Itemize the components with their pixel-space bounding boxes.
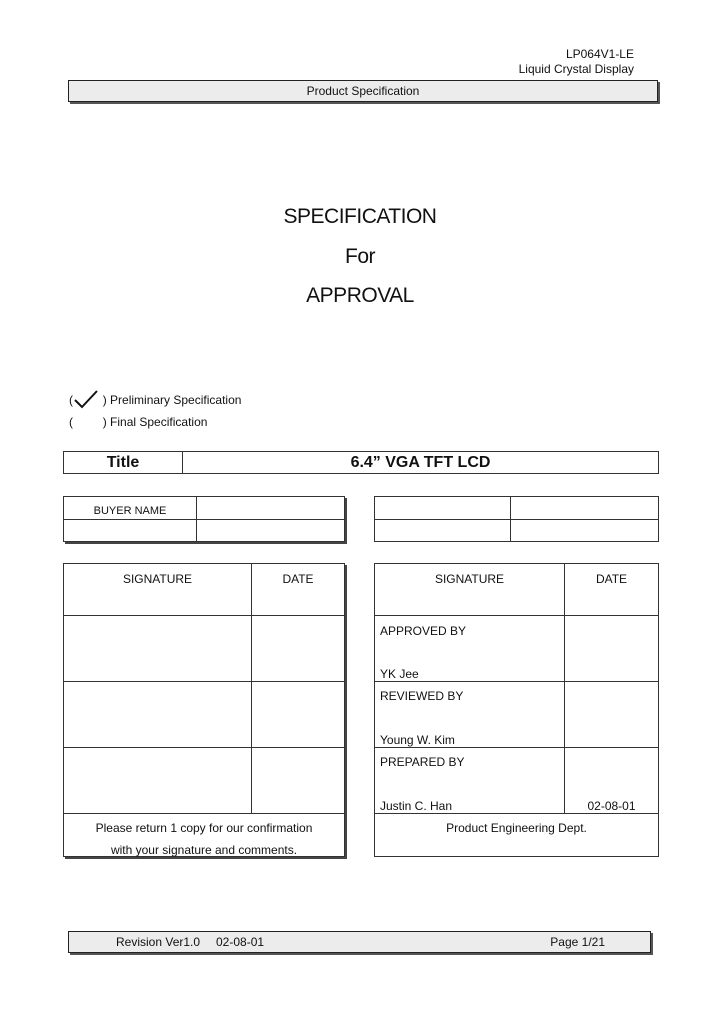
reviewed-by-name: Young W. Kim (380, 733, 455, 747)
buyer-name-field[interactable] (197, 497, 344, 519)
date-header: DATE (282, 572, 314, 586)
heading-for: For (345, 245, 375, 268)
close-paren: ) (102, 393, 107, 407)
date-field[interactable] (252, 616, 344, 681)
date-header: DATE (595, 572, 628, 586)
prepared-by-label: PREPARED BY (380, 755, 465, 769)
prepared-by-name: Justin C. Han (380, 799, 453, 813)
buyer-extra-label-cell (64, 520, 196, 541)
revision-label: Revision Ver1.0 (116, 935, 201, 949)
heading-approval: APPROVAL (306, 284, 414, 307)
footer-bar (68, 931, 651, 953)
signature-field[interactable] (64, 748, 251, 813)
title-row (63, 451, 659, 474)
title-value: 6.4” VGA TFT LCD (350, 454, 491, 471)
department: Product Engineering Dept. (446, 821, 587, 835)
checkmark-icon (73, 389, 99, 409)
final-option[interactable] (69, 415, 207, 429)
signature-field[interactable] (64, 616, 251, 681)
title-label: Title (106, 454, 140, 471)
approval-signature-table (374, 563, 659, 857)
supplier-table (374, 496, 659, 542)
prepared-date: 02-08-01 (587, 799, 636, 813)
date-field[interactable] (252, 682, 344, 747)
open-paren: ( (69, 415, 73, 429)
close-paren: ) (102, 415, 107, 429)
buyer-extra-field[interactable] (197, 520, 344, 541)
final-label: Final Specification (110, 415, 208, 429)
return-note-line2: with your signature and comments. (110, 843, 298, 857)
signature-field[interactable] (64, 682, 251, 747)
approved-by-name: YK Jee (380, 667, 419, 681)
return-note-line1: Please return 1 copy for our confirmation (95, 821, 313, 835)
preliminary-label: Preliminary Specification (110, 393, 242, 407)
page-number: Page 1/21 (550, 935, 605, 949)
reviewed-by-label: REVIEWED BY (380, 689, 464, 703)
date-field[interactable] (252, 748, 344, 813)
open-paren: ( (69, 393, 73, 407)
signature-header: SIGNATURE (434, 572, 505, 586)
header-bar-label: Product Specification (306, 84, 420, 98)
model-number: LP064V1-LE (565, 47, 634, 61)
revision-date: 02-08-01 (216, 935, 265, 949)
approved-by-label: APPROVED BY (380, 624, 467, 638)
preliminary-option[interactable] (69, 393, 241, 407)
buyer-signature-table (63, 563, 345, 857)
header-bar (68, 80, 658, 102)
buyer-name-label: BUYER NAME (93, 505, 167, 517)
heading-specification: SPECIFICATION (283, 205, 437, 228)
signature-header: SIGNATURE (122, 572, 193, 586)
buyer-table (63, 496, 345, 542)
product-type: Liquid Crystal Display (518, 62, 634, 76)
